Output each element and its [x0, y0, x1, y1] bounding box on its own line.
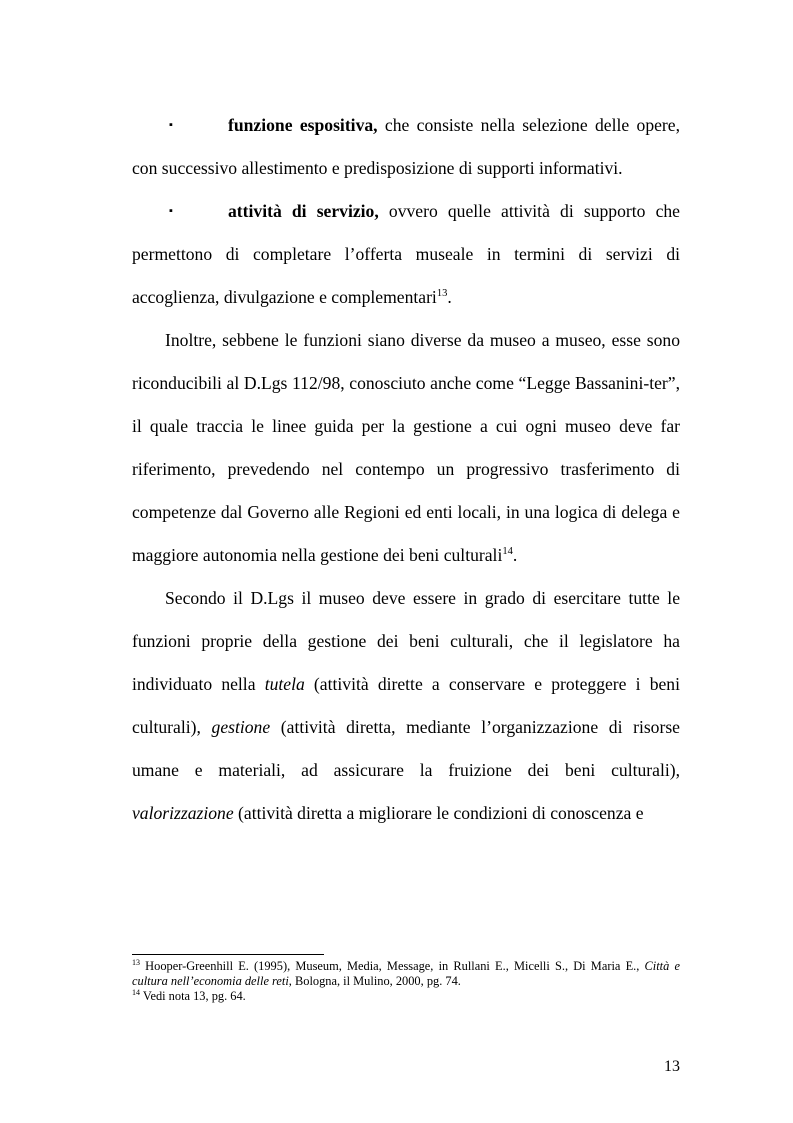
footnote-14 [132, 989, 680, 1004]
footnote-number: 14 [132, 988, 140, 997]
footnote-book-title: Città e cultura nell’economia delle reti [132, 959, 680, 988]
bullet-item-attivita-di-servizio [132, 190, 680, 319]
footnote-text: , Bologna, il Mulino, 2000, pg. 74. [288, 974, 461, 988]
paragraph-dlgs-112-98 [132, 319, 680, 577]
footnote-13 [132, 959, 680, 989]
paragraph-text: (attività diretta, mediante l’organizzazione di risorse umane e materiali, ad assicurare la fruizione dei beni culturali), [132, 717, 680, 780]
term-valorizzazione: valorizzazione [132, 803, 234, 823]
page-number: 13 [664, 1058, 680, 1075]
bullet-term: attività di servizio, [228, 201, 379, 221]
footnote-separator [132, 954, 324, 955]
paragraph-text: Inoltre, sebbene le funzioni siano diverse da museo a museo, esse sono riconducibili al D.Lgs 112/98, conosciuto anche come “Legge Bassanini-ter”, il quale traccia le linee guida per la gestione a cui ogni museo deve far riferimento, prevedendo nel contempo un progressivo trasferimento di competenze dal Governo alle Regioni ed enti locali, in una logica di delega e maggiore autonomia nella gestione dei beni culturali [132, 330, 680, 565]
paragraph-text: (attività diretta a migliorare le condizioni di conoscenza e [233, 803, 644, 823]
bullet-text: che consiste nella selezione delle opere, con successivo allestimento e predisposizione di supporti informativi. [132, 115, 680, 178]
term-tutela: tutela [264, 674, 305, 694]
footnote-ref-14[interactable]: 14 [502, 546, 513, 557]
bullet-text: ovvero quelle attività di supporto che permettono di completare l’offerta museale in termini di servizi di accoglienza, divulgazione e complementari [132, 201, 680, 307]
punct: . [447, 287, 452, 307]
footnote-number: 13 [132, 958, 140, 967]
body-text [132, 104, 680, 835]
term-gestione: gestione [211, 717, 271, 737]
paragraph-text: (attività dirette a conservare e proteggere i beni culturali), [132, 674, 680, 737]
bullet-item-funzione-espositiva [132, 104, 680, 190]
paragraph-funzioni-gestione [132, 577, 680, 835]
paragraph-text: Secondo il D.Lgs il museo deve essere in grado di esercitare tutte le funzioni proprie della gestione dei beni culturali, che il legislatore ha individuato nella [132, 588, 680, 694]
footnote-text: Hooper-Greenhill E. (1995), Museum, Media, Message, in Rullani E., Micelli S., Di Maria E., [140, 959, 645, 973]
footnotes [132, 959, 680, 1004]
bullet-marker: ▪ [169, 119, 173, 131]
bullet-marker: ▪ [169, 205, 173, 217]
bullet-term: funzione espositiva, [228, 115, 378, 135]
footnote-text: Vedi nota 13, pg. 64. [140, 989, 246, 1003]
footnote-ref-13[interactable]: 13 [436, 288, 448, 299]
punct: . [512, 545, 518, 565]
